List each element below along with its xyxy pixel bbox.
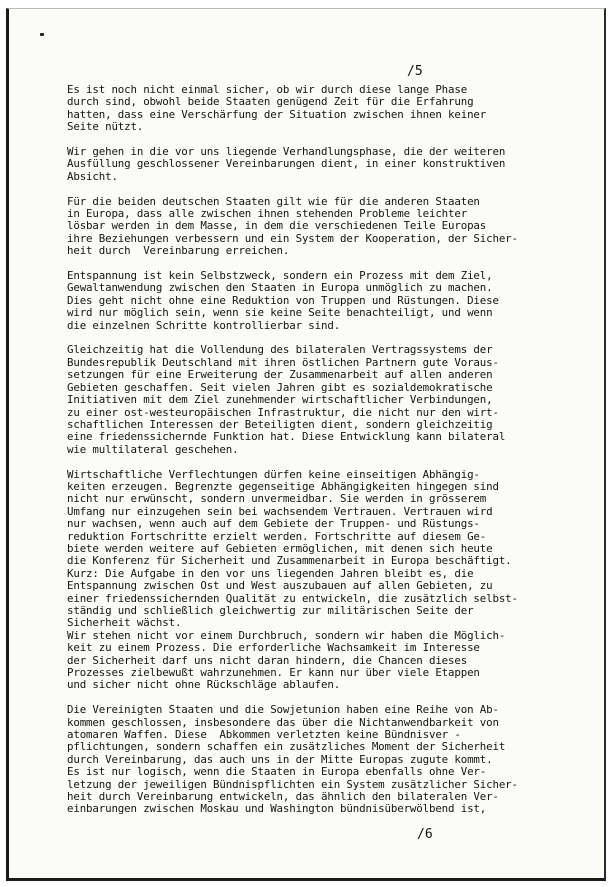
- text-line: der Sicherheit darf uns nicht daran hindern, die Chancen dieses: [67, 653, 468, 667]
- text-line: setzungen für eine Erweiterung der Zusammenarbeit auf allen anderen: [67, 368, 493, 382]
- text-line: die Konferenz für Sicherheit und Zusammenarbeit in Europa beschäftigt.: [67, 554, 512, 568]
- text-line: in Europa, dass alle zwischen ihnen stehenden Probleme leichter: [67, 207, 468, 221]
- text-line: Wir stehen nicht vor einem Durchbruch, sondern wir haben die Möglich-: [67, 628, 506, 642]
- page-number-top: /5: [407, 64, 423, 79]
- text-line: eine friedenssichernde Funktion hat. Diese Entwicklung kann bilateral: [67, 430, 506, 444]
- text-line: keiten erzeugen. Begrenzte gegenseitige Abhängigkeiten hingegen sind: [67, 479, 499, 493]
- paragraph: [67, 344, 587, 456]
- paragraph: [67, 270, 587, 332]
- text-line: heit durch Vereinbarung erreichen.: [67, 244, 290, 258]
- text-line: Prozesses zielbewußt wahrzunehmen. Er kann nur über viele Etappen: [67, 666, 480, 680]
- text-line: Gewaltanwendung zwischen den Staaten in Europa unmöglich zu machen.: [67, 281, 493, 295]
- text-line: kommen geschlossen, insbesondere das über die Nichtanwendbarkeit von: [67, 715, 499, 729]
- text-line: durch Vereinbarung, das auch uns in der Mitte Europas zugute kommt.: [67, 752, 493, 766]
- text-line: nur wachsen, wenn auch auf dem Gebiete der Truppen- und Rüstungs-: [67, 517, 480, 531]
- text-line: Wir gehen in die vor uns liegende Verhandlungsphase, die der weiteren: [67, 145, 506, 159]
- text-line: nicht nur erwünscht, sondern unvermeidbar. Sie werden in grösserem: [67, 492, 487, 506]
- text-line: Wirtschaftliche Verflechtungen dürfen keine einseitigen Abhängig-: [67, 467, 480, 481]
- text-line: Gebieten geschaffen. Seit vielen Jahren gibt es sozialdemokratische: [67, 380, 493, 394]
- text-line: Kurz: Die Aufgabe in den vor uns liegenden Jahren bleibt es, die: [67, 566, 474, 580]
- text-line: Absicht.: [67, 169, 118, 183]
- scan-speck: [40, 33, 44, 36]
- text-line: Entspannung ist kein Selbstzweck, sondern ein Prozess mit dem Ziel,: [67, 269, 493, 283]
- paragraph: [67, 146, 587, 183]
- text-line: Entspannung zwischen Ost und West auszubauen auf allen Gebieten, zu: [67, 579, 493, 593]
- paragraph: [67, 196, 587, 258]
- paragraph: [67, 630, 587, 692]
- text-line: letzung der jeweiligen Bündnispflichten ein System zusätzlicher Sicher-: [67, 777, 518, 791]
- text-line: pflichtungen, sondern schaffen ein zusätzliches Moment der Sicherheit: [67, 740, 506, 754]
- text-line: Bundesrepublik Deutschland mit ihren östlichen Partnern gute Voraus-: [67, 355, 499, 369]
- text-line: biete werden weitere auf Gebieten ermöglichen, mit denen sich heute: [67, 541, 493, 555]
- text-line: hatten, dass eine Verschärfung der Situation zwischen ihnen keiner: [67, 107, 487, 121]
- text-line: einer friedenssichernden Qualität zu entwickeln, die zusätzlich selbst-: [67, 591, 518, 605]
- text-line: wie multilateral geschehen.: [67, 442, 239, 456]
- text-line: zu einer ost-westeuropäischen Infrastruktur, die nicht nur den wirt-: [67, 405, 499, 419]
- paragraph: [67, 84, 587, 134]
- text-line: Für die beiden deutschen Staaten gilt wie für die anderen Staaten: [67, 194, 480, 208]
- text-line: wird nur möglich sein, wenn sie keine Seite benachteiligt, und wenn: [67, 306, 493, 320]
- text-line: und sicher nicht ohne Rückschläge ablaufen.: [67, 678, 341, 692]
- text-line: ihre Beziehungen verbessern und ein System der Kooperation, der Sicher-: [67, 231, 518, 245]
- text-line: die einzelnen Schritte kontrollierbar sind.: [67, 318, 341, 332]
- text-line: Gleichzeitig hat die Vollendung des bilateralen Vertragssystems der: [67, 343, 493, 357]
- text-line: schaftlichen Interessen der Beteiligten dient, sondern gleichzeitig: [67, 417, 493, 431]
- text-line: ständig und schließlich gleichwertig zur militärischen Seite der: [67, 603, 474, 617]
- text-line: Sicherheit wächst.: [67, 616, 182, 630]
- text-line: Seite nützt.: [67, 120, 144, 134]
- text-line: keit zu einem Prozess. Die erforderliche Wachsamkeit im Interesse: [67, 641, 480, 655]
- text-line: Dies geht nicht ohne eine Reduktion von Truppen und Rüstungen. Diese: [67, 293, 499, 307]
- text-line: Initiativen mit dem Ziel zunehmender wirtschaftlicher Verbindungen,: [67, 393, 493, 407]
- text-line: Es ist nur logisch, wenn die Staaten in Europa ebenfalls ohne Ver-: [67, 765, 487, 779]
- text-line: Es ist noch nicht einmal sicher, ob wir durch diese lange Phase: [67, 83, 468, 96]
- text-line: durch sind, obwohl beide Staaten genügend Zeit für die Erfahrung: [67, 95, 474, 109]
- text-line: Die Vereinigten Staaten und die Sowjetunion haben eine Reihe von Ab-: [67, 703, 499, 717]
- text-line: reduktion Fortschritte erzielt werden. Fortschritte auf diesem Ge-: [67, 529, 487, 543]
- text-line: heit durch Vereinbarung entwickeln, das ähnlich den bilateralen Ver-: [67, 790, 499, 804]
- page-number-bottom: /6: [417, 827, 433, 842]
- document-body: [67, 84, 587, 816]
- paragraph: [67, 704, 587, 816]
- text-line: atomaren Waffen. Diese Abkommen verletzten keine Bündnisver -: [67, 728, 461, 742]
- paragraph: [67, 469, 587, 630]
- text-line: Umfang nur einzugehen sein bei wachsendem Vertrauen. Vertrauen wird: [67, 504, 493, 518]
- text-line: einbarungen zwischen Moskau und Washington bündnisüberwölbend ist,: [67, 802, 487, 816]
- text-line: lösbar werden in dem Masse, in dem die verschiedenen Teile Europas: [67, 219, 487, 233]
- text-line: Ausfüllung geschlossener Vereinbarungen dient, in einer konstruktiven: [67, 157, 506, 171]
